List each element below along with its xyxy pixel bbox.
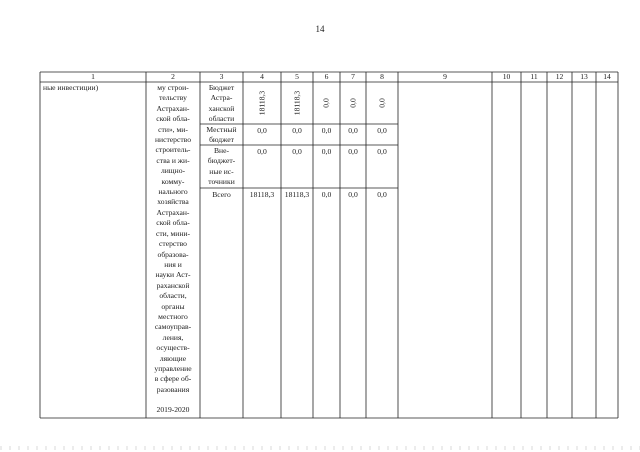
value-r4-c7: 0,0: [348, 190, 358, 199]
value-r2-c7: 0,0: [348, 126, 358, 135]
col2-line: сти, мини-: [155, 228, 191, 238]
source-line: точники: [208, 177, 235, 187]
col2-line: области,: [159, 291, 187, 301]
value-r2-c4: 0,0: [257, 126, 267, 135]
value-r2-c5: 0,0: [292, 126, 302, 135]
source-line: Астра-: [210, 93, 233, 103]
source-total: [201, 190, 242, 200]
col2-line: образова-: [157, 249, 189, 259]
header-col-5: 5: [295, 72, 299, 81]
col2-line: ской обла-: [156, 218, 190, 228]
col1-text: ные инвестиции): [43, 83, 99, 92]
header-col-3: 3: [219, 72, 224, 81]
col2-line: нистерство: [154, 135, 191, 145]
page-number: 14: [315, 24, 325, 34]
col2-line: осуществ-: [156, 343, 190, 353]
col2-line: органы: [161, 301, 185, 311]
col2-line: тельству: [159, 93, 187, 103]
header-col-7: 7: [351, 72, 355, 81]
value-r3-c6: 0,0: [321, 147, 332, 156]
scan-noise: [0, 446, 640, 450]
value-r3-c7: 0,0: [348, 147, 358, 156]
col2-line: му строи-: [157, 83, 189, 92]
source-extrabudgetary: [201, 146, 242, 188]
value-r4-c4: 18118,3: [249, 190, 275, 199]
source-line: области: [208, 114, 235, 124]
col2-line: комму-: [161, 176, 185, 186]
value-r4-c8: 0,0: [377, 190, 387, 199]
col2-period: 2019-2020: [156, 405, 190, 414]
header-col-2: 2: [171, 72, 175, 81]
value-r1-c5: 18118,3: [292, 90, 302, 116]
col2-line: стерство: [159, 239, 187, 249]
col2-line: ния и: [164, 259, 182, 269]
value-r3-c5: 0,0: [292, 147, 302, 156]
col2-line: раханской: [156, 280, 190, 290]
source-line: Местный: [206, 125, 237, 134]
header-col-4: 4: [260, 72, 264, 81]
col2-line: Астрахан-: [156, 103, 190, 113]
col2-line: ляющие: [159, 353, 187, 363]
source-regional-budget: [201, 83, 242, 125]
col2-line: ской обла-: [156, 114, 190, 124]
col2-line: ления,: [162, 332, 184, 342]
header-col-12: 12: [555, 72, 564, 81]
col2-responsible: [147, 83, 199, 395]
col2-line: науки Аст-: [155, 270, 191, 280]
col2-line: управление: [154, 363, 192, 373]
col2-line: самоуправ-: [154, 322, 192, 332]
header-col-9: 9: [443, 72, 447, 81]
col2-line: разования: [156, 384, 190, 394]
header-col-6: 6: [324, 72, 329, 81]
source-line: Вне-: [213, 146, 230, 155]
value-r1-c7: 0,0: [348, 98, 358, 108]
value-r2-c6: 0,0: [321, 126, 332, 135]
col2-line: строитель-: [155, 145, 191, 155]
col2-line: хозяйства: [157, 197, 189, 207]
source-line: Всего: [212, 190, 231, 199]
value-r1-c8: 0,0: [377, 98, 387, 108]
col2-line: сти», ми-: [158, 124, 188, 134]
value-r2-c8: 0,0: [377, 126, 387, 135]
col2-line: нального: [158, 187, 188, 197]
value-r1-c4: 18118,3: [257, 90, 267, 116]
header-col-14: 14: [603, 72, 611, 81]
source-line: ные ис-: [209, 166, 234, 176]
header-col-1: 1: [91, 72, 95, 81]
header-col-8: 8: [380, 72, 384, 81]
source-line: бюджет-: [207, 156, 236, 166]
header-col-13: 13: [580, 72, 588, 81]
col2-line: в сфере об-: [154, 374, 192, 384]
col2-line: местного: [158, 311, 188, 321]
source-line: бюджет: [209, 135, 234, 145]
value-r3-c8: 0,0: [377, 147, 387, 156]
source-line: ханской: [208, 103, 235, 113]
col2-line: ства и жи-: [156, 155, 190, 165]
header-col-10: 10: [502, 72, 511, 81]
header-col-11: 11: [530, 72, 538, 81]
col2-line: лищно-: [160, 166, 186, 176]
source-line: Бюджет: [208, 83, 235, 92]
value-r1-c6: 0,0: [321, 98, 331, 108]
value-r4-c6: 0,0: [321, 190, 332, 199]
value-r4-c5: 18118,3: [284, 190, 310, 199]
col2-line: Астрахан-: [156, 207, 190, 217]
source-local-budget: [201, 125, 242, 146]
value-r3-c4: 0,0: [257, 147, 267, 156]
